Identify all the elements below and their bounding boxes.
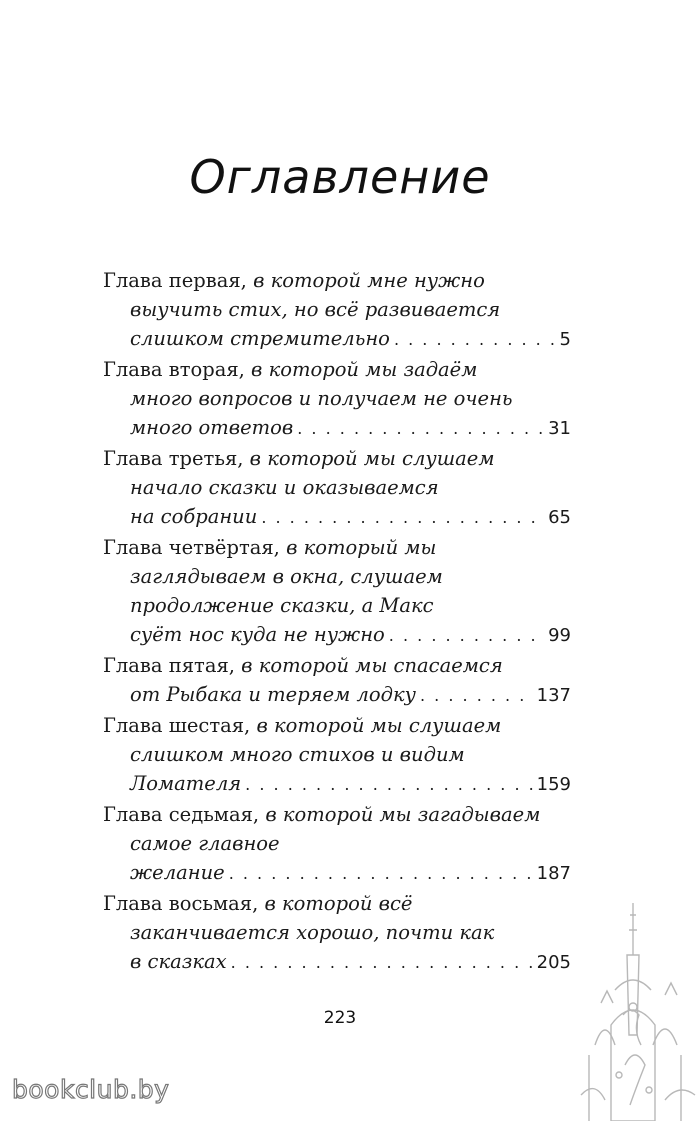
dot-leader — [245, 770, 532, 799]
table-of-contents — [103, 266, 571, 978]
chapter-label: Глава первая, — [103, 269, 247, 292]
chapter-subtitle: в которой мне нужно — [253, 269, 485, 292]
dot-leader — [261, 503, 544, 532]
chapter-subtitle: в который мы — [286, 536, 437, 559]
chapter-subtitle: заглядываем в окна, слушаем — [130, 565, 443, 588]
dot-leader — [389, 621, 544, 650]
chapter-subtitle: желание — [130, 861, 225, 884]
chapter-subtitle: в которой мы слушаем — [249, 447, 495, 470]
chapter-subtitle: суёт нос куда не нужно — [130, 623, 385, 646]
chapter-subtitle: продолжение сказки, а Макс — [130, 594, 434, 617]
chapter-subtitle: на собрании — [130, 505, 258, 528]
chapter-subtitle: начало сказки и оказываемся — [130, 476, 439, 499]
page-ref: 137 — [536, 685, 571, 706]
chapter-label: Глава пятая, — [103, 654, 235, 677]
chapter-subtitle: в которой мы загадываем — [265, 803, 541, 826]
page-ref: 5 — [559, 329, 571, 350]
chapter-subtitle: в которой мы спасаемся — [241, 654, 503, 677]
chapter-label: Глава шестая, — [103, 714, 251, 737]
page-ref: 159 — [536, 774, 571, 795]
dot-leader — [297, 414, 544, 443]
fairytale-tower-illustration — [575, 895, 700, 1121]
chapter-subtitle: заканчивается хорошо, почти как — [130, 921, 495, 944]
chapter-subtitle: много ответов — [130, 416, 294, 439]
chapter-subtitle: от Рыбака и теряем лодку — [130, 683, 416, 706]
chapter-subtitle: много вопросов и получаем не очень — [130, 387, 513, 410]
chapter-subtitle: самое главное — [130, 832, 280, 855]
toc-entry — [103, 651, 571, 709]
chapter-label: Глава четвёртая, — [103, 536, 280, 559]
chapter-subtitle: в которой мы слушаем — [256, 714, 502, 737]
watermark: bookclub.by — [12, 1075, 170, 1104]
chapter-subtitle: в которой мы задаём — [251, 358, 478, 381]
toc-entry — [103, 533, 571, 649]
page-ref: 99 — [548, 625, 571, 646]
page-ref: 205 — [536, 952, 571, 973]
chapter-subtitle: в сказках — [130, 950, 227, 973]
page-number: 223 — [323, 1008, 357, 1028]
chapter-label: Глава третья, — [103, 447, 244, 470]
chapter-subtitle: Ломателя — [130, 772, 242, 795]
toc-entry — [103, 889, 571, 976]
dot-leader — [229, 859, 533, 888]
dot-leader — [420, 681, 533, 710]
toc-entry — [103, 266, 571, 353]
toc-entry — [103, 711, 571, 798]
chapter-subtitle: в которой всё — [264, 892, 413, 915]
chapter-subtitle: слишком много стихов и видим — [130, 743, 465, 766]
page-ref: 187 — [536, 863, 571, 884]
chapter-label: Глава восьмая, — [103, 892, 259, 915]
chapter-label: Глава вторая, — [103, 358, 245, 381]
chapter-subtitle: выучить стих, но всё развивается — [130, 298, 501, 321]
chapter-label: Глава седьмая, — [103, 803, 260, 826]
toc-entry — [103, 800, 571, 887]
page-ref: 31 — [548, 418, 571, 439]
chapter-subtitle: слишком стремительно — [130, 327, 390, 350]
dot-leader — [394, 325, 556, 354]
dot-leader — [231, 948, 533, 977]
page-ref: 65 — [548, 507, 571, 528]
page-title: Оглавление — [189, 150, 491, 204]
toc-entry — [103, 444, 571, 531]
toc-entry — [103, 355, 571, 442]
